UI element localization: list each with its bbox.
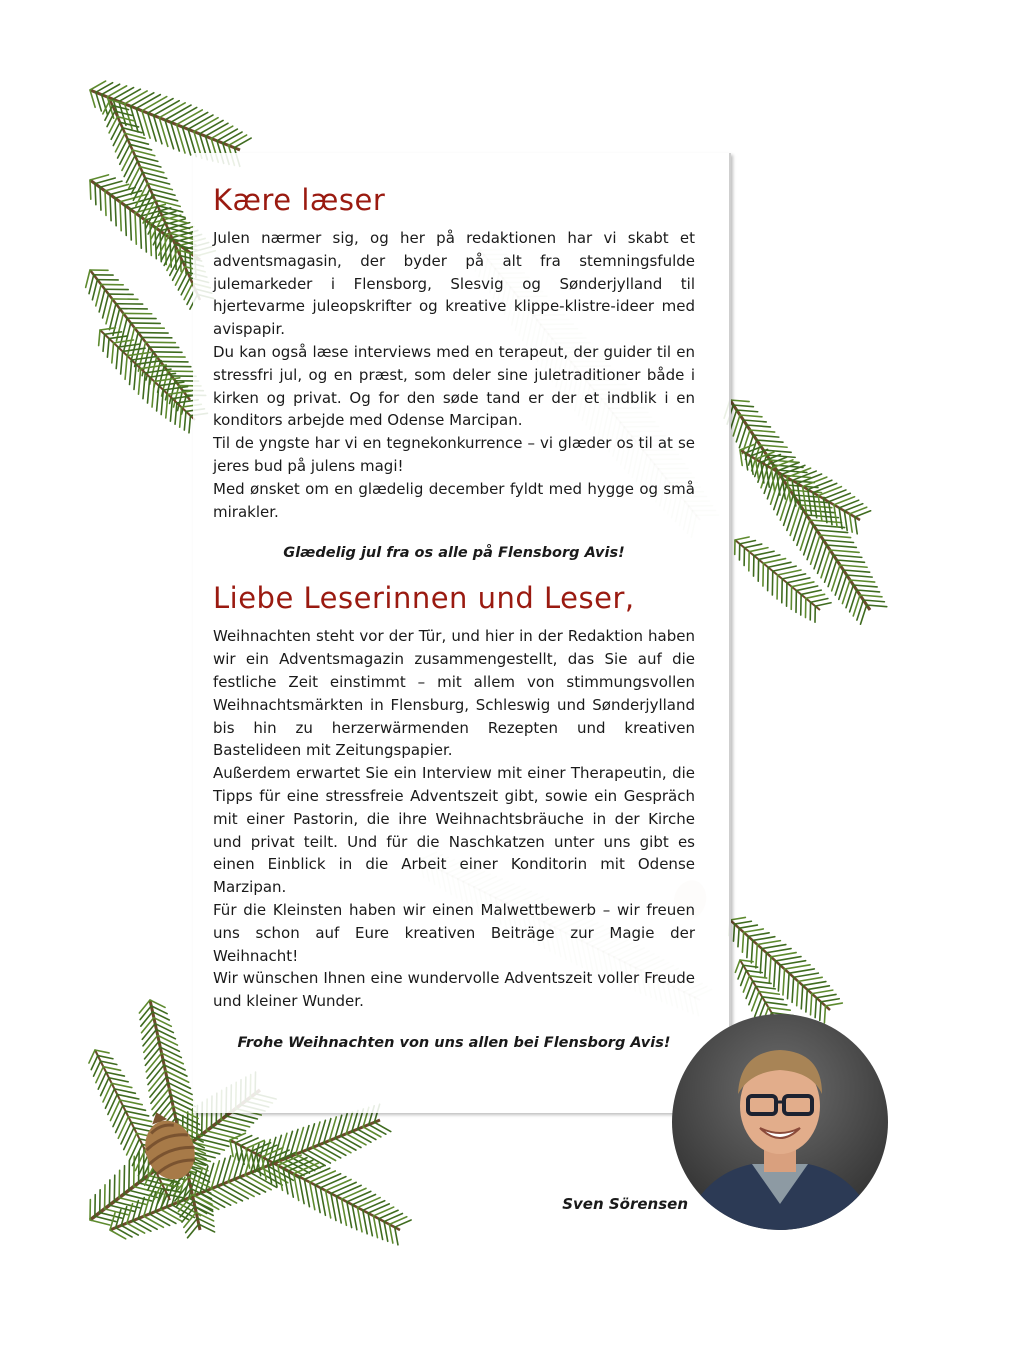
german-body xyxy=(213,625,695,1013)
german-paragraph: Wir wünschen Ihnen eine wundervolle Adventszeit voller Freude und kleiner Wunder. xyxy=(213,969,695,1011)
portrait-photo-icon xyxy=(672,1014,888,1230)
german-heading: Liebe Leserinnen und Leser, xyxy=(213,581,635,616)
danish-signoff: Glædelig jul fra os alle på Flensborg Avis! xyxy=(283,545,625,562)
author-name: Sven Sörensen xyxy=(562,1195,688,1213)
author-portrait xyxy=(672,1014,888,1230)
danish-heading: Kære læser xyxy=(213,183,386,217)
danish-paragraph: Julen nærmer sig, og her på redaktionen har vi skabt et adventsmagasin, der byder på alt fra stemningsfulde julemarkeder i Flensborg, Slesvig og Sønderjylland til hjertevarme juleopskrifter og kreative klippe-klistre-ideer med avispapir. xyxy=(213,229,695,339)
danish-paragraph: Du kan også læse interviews med en terapeut, der guider til en stressfri jul, og en præst, som deler sine juletraditioner både i kirken og privat. Og for den søde tand er der et indblik i en konditors arbejde med Odense Marcipan. xyxy=(213,342,695,430)
german-paragraph: Für die Kleinsten haben wir einen Malwettbewerb – wir freuen uns schon auf Eure kreativen Beiträge zur Magie der Weihnacht! xyxy=(213,900,695,965)
german-signoff: Frohe Weihnachten von uns allen bei Flensborg Avis! xyxy=(237,1034,671,1051)
danish-body xyxy=(213,227,695,523)
letter-content xyxy=(213,183,695,1051)
german-paragraph: Außerdem erwartet Sie ein Interview mit einer Therapeutin, die Tipps für eine stressfreie Adventszeit gibt, sowie ein Gespräch mit einer Pastorin, die ihre Weihnachtsbräuche in der Kirche und privat teilt. Und für die Naschkatzen unter uns gibt es einen Einblick in die Arbeit einer Konditorin mit Odense Marzipan. xyxy=(213,764,695,897)
german-paragraph: Weihnachten steht vor der Tür, und hier in der Redaktion haben wir ein Adventsmagazin zusammengestellt, das Sie auf die festliche Zeit einstimmt – mit allem von stimmungsvollen Weihnachtsmärkten in Flensburg, Schleswig und Sønderjylland bis hin zu herzerwärmenden Rezepten und kreativen Bastelideen mit Zeitungspapier. xyxy=(213,627,695,760)
danish-paragraph: Til de yngste har vi en tegnekonkurrence – vi glæder os til at se jeres bud på julens magi! xyxy=(213,434,695,475)
danish-paragraph: Med ønsket om en glædelig december fyldt med hygge og små mirakler. xyxy=(213,479,695,521)
